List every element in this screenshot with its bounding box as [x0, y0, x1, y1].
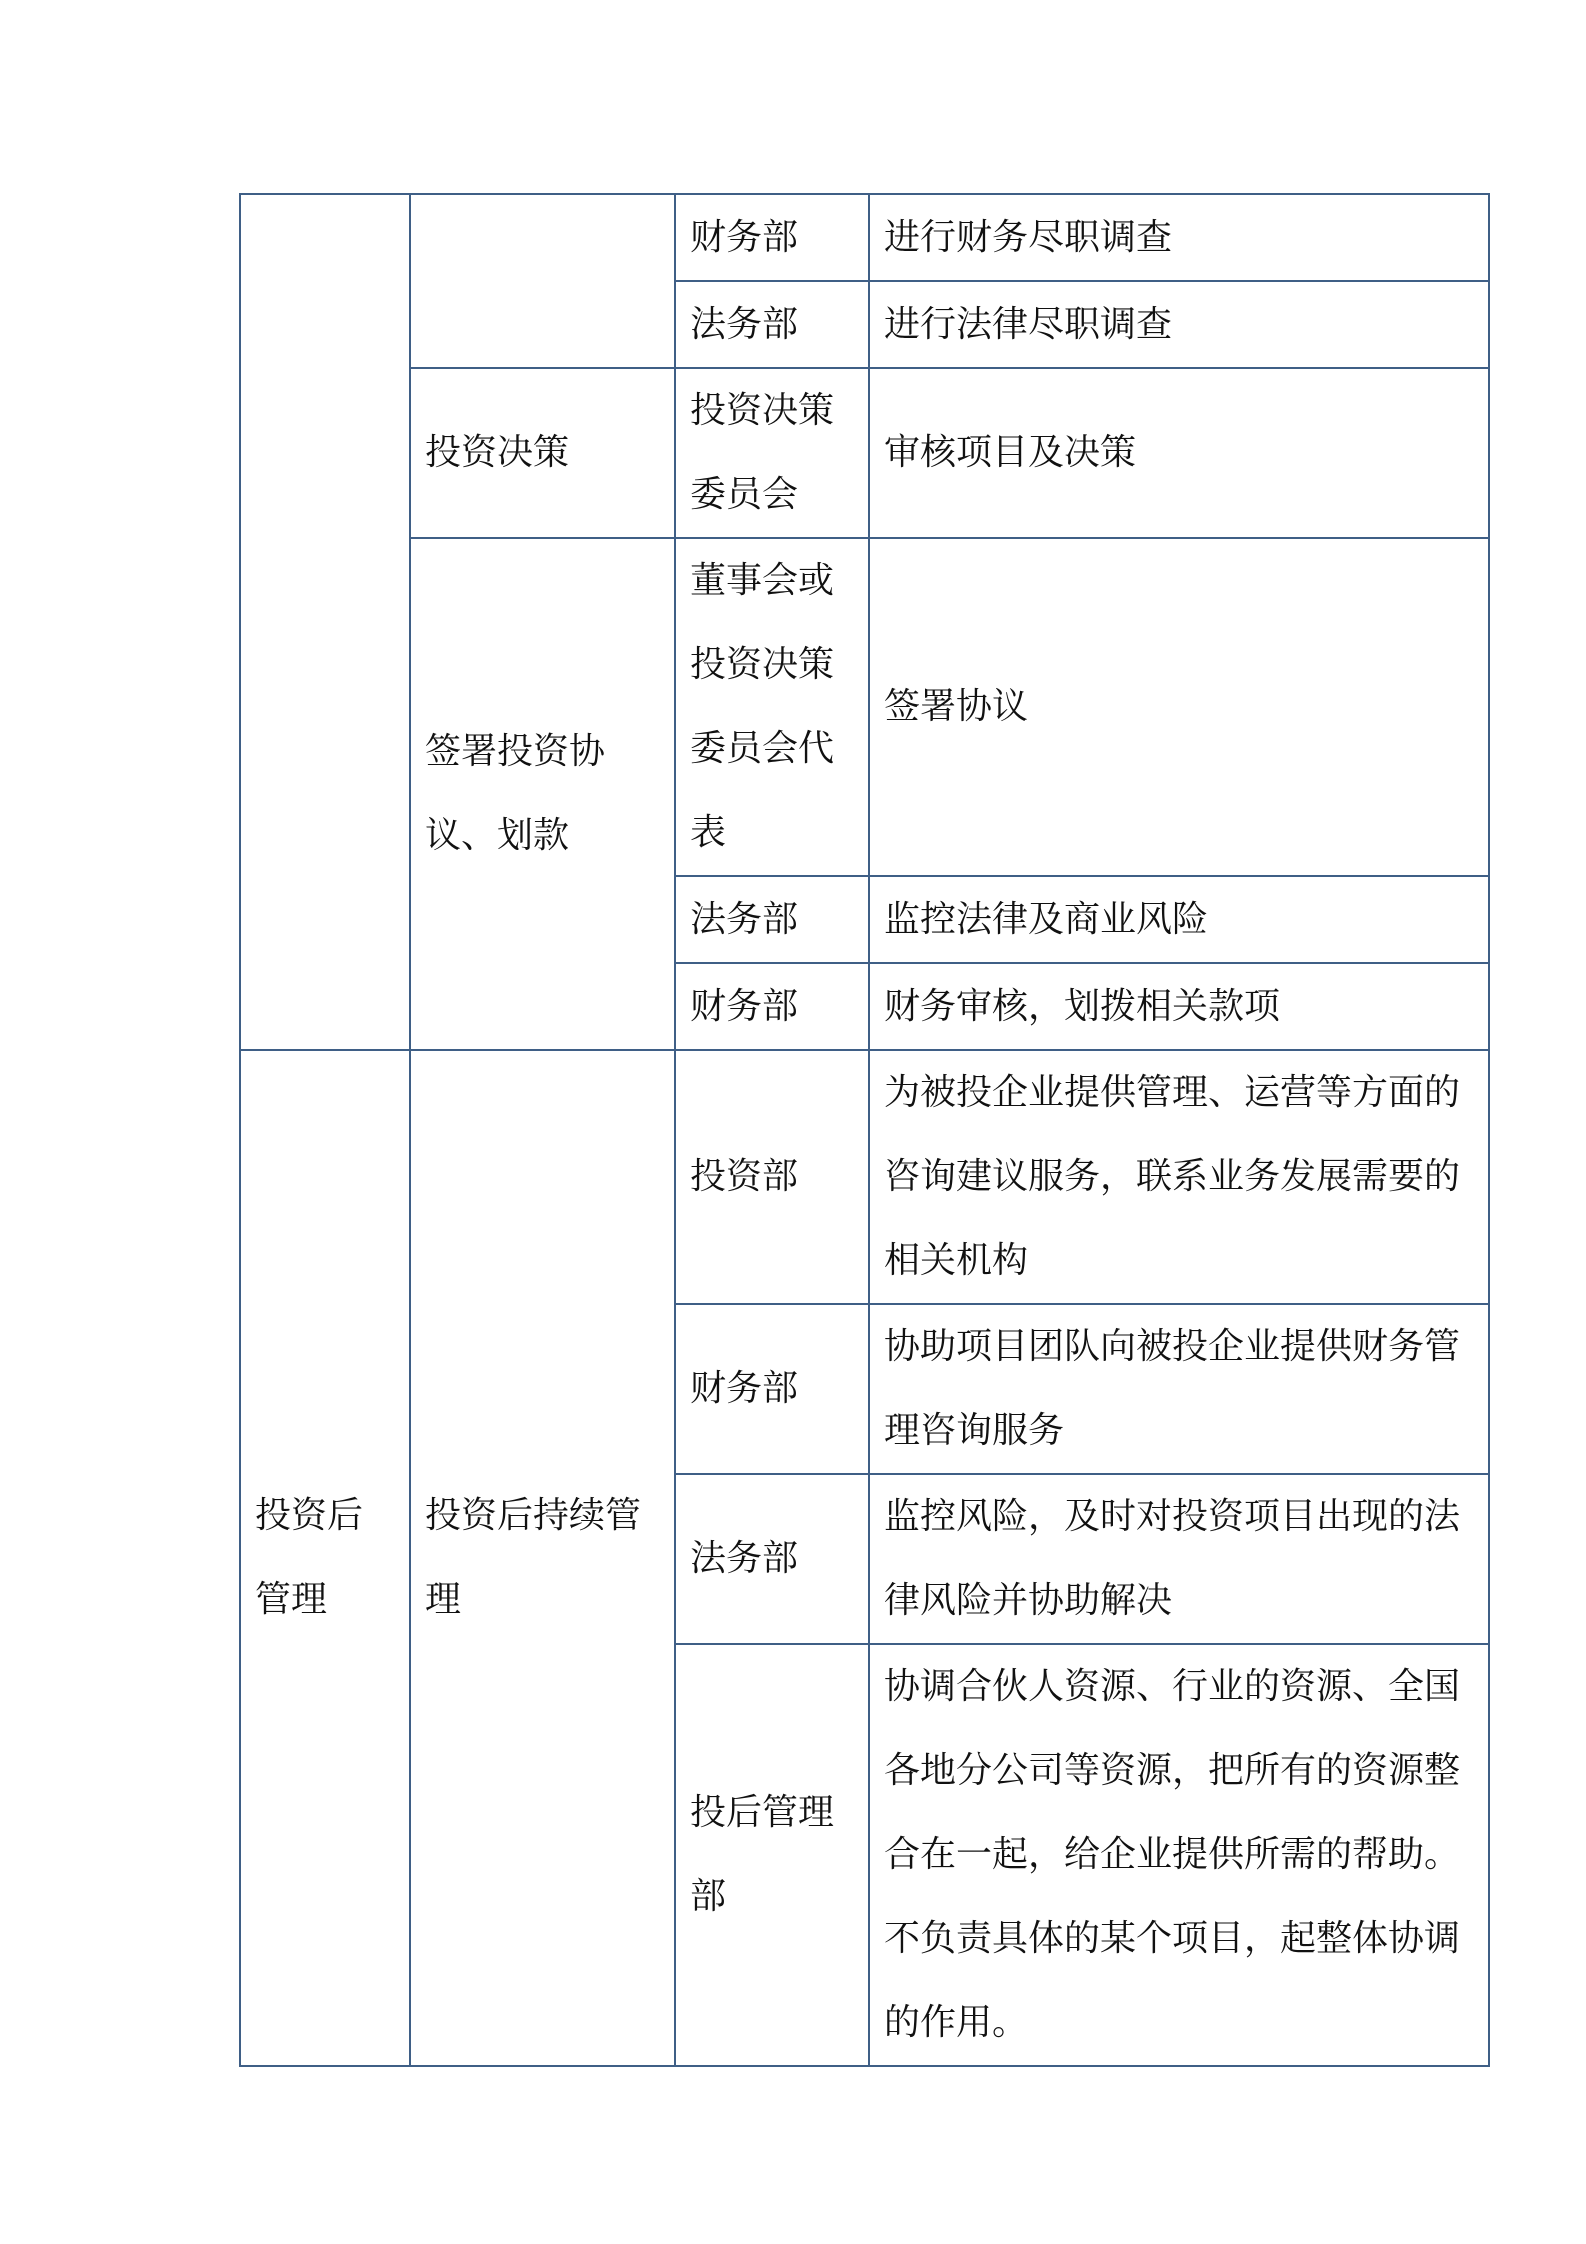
duty-cell: 进行法律尽职调查 [869, 281, 1489, 368]
duty-cell: 审核项目及决策 [869, 368, 1489, 538]
department-cell: 财务部 [675, 963, 869, 1050]
department-cell: 投资部 [675, 1050, 869, 1304]
table-cell-empty [240, 194, 410, 1050]
duty-cell: 监控法律及商业风险 [869, 876, 1489, 963]
stage-step-cell: 投资决策 [410, 368, 675, 538]
department-cell: 投资决策委员会 [675, 368, 869, 538]
stage-cell: 投资后管理 [240, 1050, 410, 2066]
table-row [240, 368, 1489, 538]
department-cell: 法务部 [675, 1474, 869, 1644]
table-row [240, 538, 1489, 876]
department-cell: 投后管理部 [675, 1644, 869, 2066]
department-cell: 法务部 [675, 281, 869, 368]
table-row [240, 1050, 1489, 1304]
department-cell: 财务部 [675, 194, 869, 281]
duty-cell: 签署协议 [869, 538, 1489, 876]
duty-cell: 协助项目团队向被投企业提供财务管理咨询服务 [869, 1304, 1489, 1474]
duty-cell: 进行财务尽职调查 [869, 194, 1489, 281]
department-cell: 董事会或投资决策委员会代表 [675, 538, 869, 876]
department-cell: 财务部 [675, 1304, 869, 1474]
duty-cell: 为被投企业提供管理、运营等方面的咨询建议服务，联系业务发展需要的相关机构 [869, 1050, 1489, 1304]
stage-step-cell: 签署投资协议、划款 [410, 538, 675, 1050]
duty-cell: 财务审核，划拨相关款项 [869, 963, 1489, 1050]
workflow-table [239, 193, 1490, 2067]
duty-cell: 协调合伙人资源、行业的资源、全国各地分公司等资源，把所有的资源整合在一起，给企业提供所需的帮助。不负责具体的某个项目，起整体协调的作用。 [869, 1644, 1489, 2066]
stage-step-cell: 投资后持续管理 [410, 1050, 675, 2066]
department-cell: 法务部 [675, 876, 869, 963]
table-cell-empty [410, 194, 675, 368]
table-row [240, 194, 1489, 281]
duty-cell: 监控风险，及时对投资项目出现的法律风险并协助解决 [869, 1474, 1489, 1644]
